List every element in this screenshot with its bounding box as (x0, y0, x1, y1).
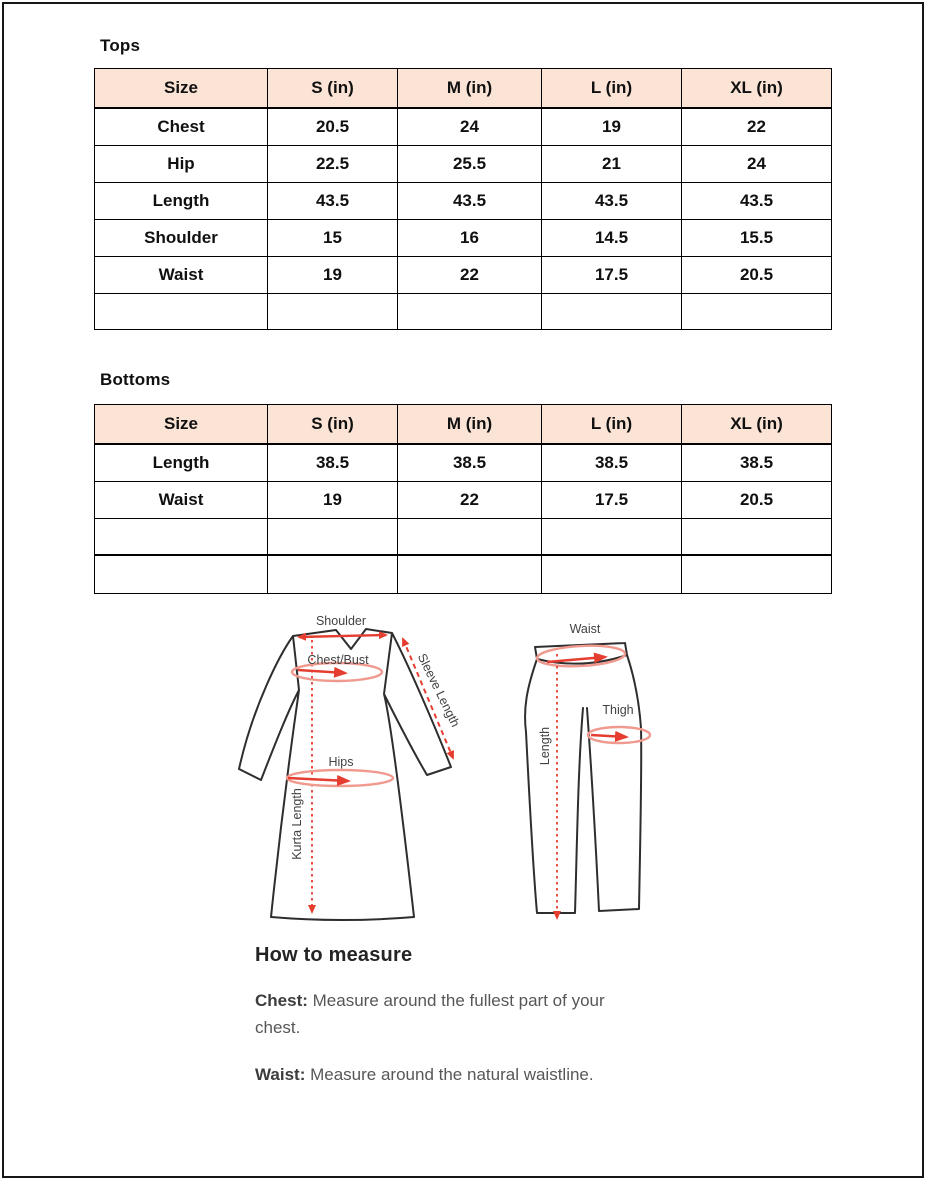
kurta-figure (239, 614, 462, 920)
tops-section-label: Tops (100, 36, 141, 55)
row-label-cell: Length (95, 444, 268, 481)
value-cell: 19 (542, 108, 682, 145)
value-cell: 25.5 (398, 145, 542, 182)
instruction-text: Measure around the fullest part of your chest. (255, 991, 605, 1038)
value-cell: 16 (398, 219, 542, 256)
value-cell: 22 (398, 256, 542, 293)
row-label-cell: Waist (95, 256, 268, 293)
shoulder-arrow (299, 635, 386, 637)
hips-arrow (288, 778, 348, 781)
thigh-arrow (591, 735, 626, 737)
header-cell: XL (in) (682, 405, 832, 445)
table-row (95, 108, 832, 145)
value-cell: 43.5 (542, 182, 682, 219)
value-cell: 38.5 (268, 444, 398, 481)
value-cell: 22 (682, 108, 832, 145)
value-cell: 21 (542, 145, 682, 182)
pant-length-label: Length (538, 726, 552, 766)
header-cell: L (in) (542, 405, 682, 445)
table-row (95, 256, 832, 293)
waist-label: Waist (569, 622, 601, 636)
instruction-text: Measure around the natural waistline. (310, 1065, 594, 1085)
empty-table-row (95, 518, 832, 555)
header-cell: S (in) (268, 69, 398, 109)
value-cell: 15 (268, 219, 398, 256)
empty-cell (398, 555, 542, 593)
header-cell: Size (95, 69, 268, 109)
value-cell: 17.5 (542, 256, 682, 293)
measure-instruction (255, 987, 635, 1041)
value-cell: 20.5 (268, 108, 398, 145)
value-cell: 20.5 (682, 481, 832, 518)
table-header-row (95, 69, 832, 109)
table-row (95, 182, 832, 219)
pants-outline (525, 643, 641, 913)
table-row (95, 219, 832, 256)
row-label-cell: Shoulder (95, 219, 268, 256)
value-cell: 22 (398, 481, 542, 518)
empty-cell (398, 293, 542, 329)
empty-cell (682, 555, 832, 593)
header-cell: XL (in) (682, 69, 832, 109)
value-cell: 19 (268, 481, 398, 518)
value-cell: 15.5 (682, 219, 832, 256)
value-cell: 38.5 (398, 444, 542, 481)
value-cell: 20.5 (682, 256, 832, 293)
tops-size-table (94, 68, 832, 330)
row-label-cell: Hip (95, 145, 268, 182)
table-row (95, 481, 832, 518)
empty-cell (95, 518, 268, 555)
value-cell: 22.5 (268, 145, 398, 182)
shoulder-label: Shoulder (315, 614, 367, 628)
table-header-row (95, 405, 832, 445)
value-cell: 43.5 (268, 182, 398, 219)
table-row (95, 145, 832, 182)
row-label-cell: Waist (95, 481, 268, 518)
measurement-diagram (225, 606, 665, 940)
empty-table-row (95, 555, 832, 593)
value-cell: 24 (398, 108, 542, 145)
hips-label: Hips (328, 755, 354, 769)
value-cell: 17.5 (542, 481, 682, 518)
value-cell: 38.5 (682, 444, 832, 481)
how-to-measure-section (255, 944, 635, 1089)
empty-cell (268, 293, 398, 329)
empty-cell (542, 293, 682, 329)
how-to-measure-title: How to measure (255, 944, 413, 966)
thigh-label: Thigh (602, 703, 634, 717)
row-label-cell: Chest (95, 108, 268, 145)
value-cell: 14.5 (542, 219, 682, 256)
instruction-term: Waist: (255, 1065, 306, 1085)
instruction-term: Chest: (255, 991, 308, 1010)
empty-cell (682, 518, 832, 555)
value-cell: 19 (268, 256, 398, 293)
row-label-cell: Length (95, 182, 268, 219)
value-cell: 43.5 (398, 182, 542, 219)
empty-cell (95, 293, 268, 329)
sleeve-length-label: Sleeve Length (414, 651, 463, 730)
header-cell: M (in) (398, 69, 542, 109)
kurta-length-label: Kurta Length (290, 788, 304, 860)
empty-cell (268, 555, 398, 593)
measure-instruction (255, 1061, 635, 1088)
empty-cell (398, 518, 542, 555)
waist-ellipse (537, 644, 626, 669)
header-cell: Size (95, 405, 268, 445)
header-cell: M (in) (398, 405, 542, 445)
empty-cell (682, 293, 832, 329)
empty-cell (268, 518, 398, 555)
bottoms-section-label: Bottoms (100, 370, 171, 389)
pants-figure (525, 622, 650, 918)
header-cell: S (in) (268, 405, 398, 445)
empty-cell (95, 555, 268, 593)
value-cell: 43.5 (682, 182, 832, 219)
chest-arrow (298, 670, 345, 673)
table-row (95, 444, 832, 481)
empty-cell (542, 555, 682, 593)
bottoms-size-table (94, 404, 832, 594)
empty-cell (542, 518, 682, 555)
value-cell: 24 (682, 145, 832, 182)
header-cell: L (in) (542, 69, 682, 109)
chest-bust-label: Chest/Bust (307, 653, 369, 667)
empty-table-row (95, 293, 832, 329)
value-cell: 38.5 (542, 444, 682, 481)
